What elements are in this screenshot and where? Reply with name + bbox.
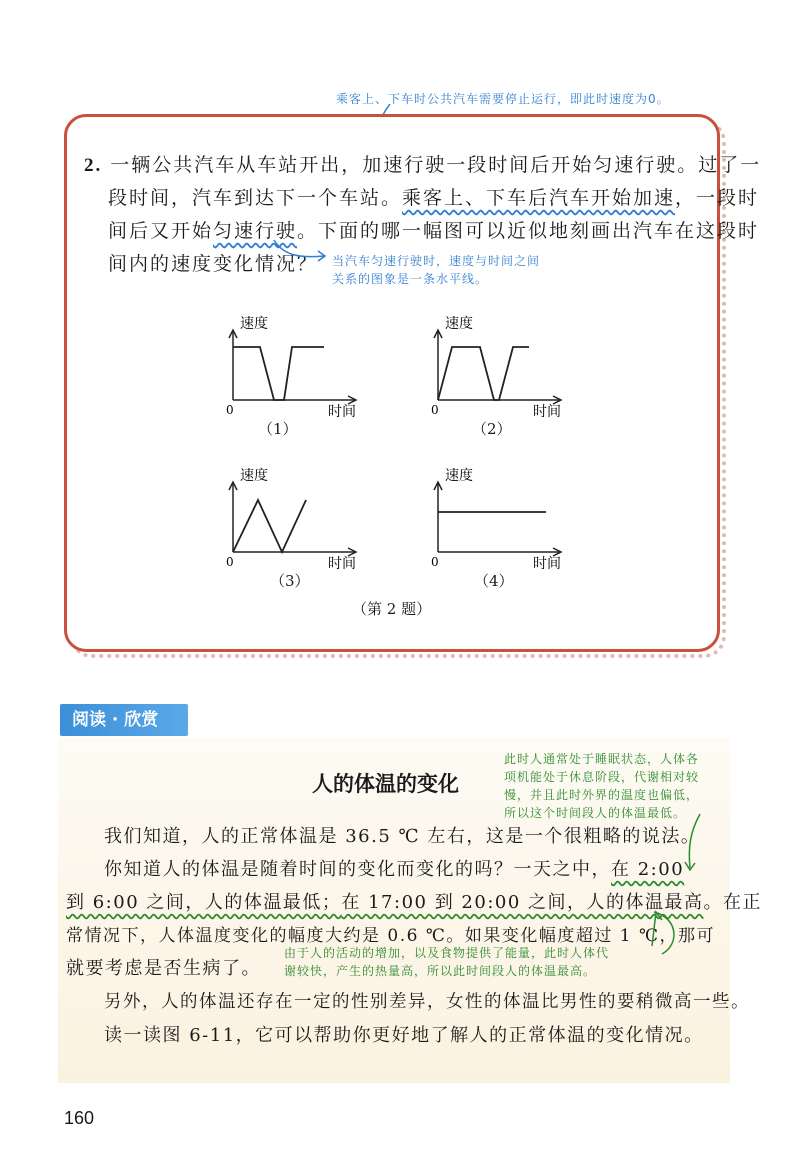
graph-1-label: （1） [258,420,298,438]
annotation-sleep-2: 项机能处于休息阶段，代谢相对较 [504,770,700,784]
graph-3-xlabel: 时间 [328,556,356,572]
annotation-uniform-2: 关系的图象是一条水平线。 [332,272,489,286]
graph-1 [220,310,370,430]
annotation-bus-stop: 乘客上、下车时公共汽车需要停止运行，即此时速度为0。 [336,92,670,106]
graph-4-label: （4） [474,572,514,590]
problem-number: 2. [84,155,103,176]
annotation-arrow-uniform [270,238,330,268]
problem-text-2a: 段时间，汽车到达下一个车站。 [108,187,403,209]
graph-1-xlabel: 时间 [328,404,356,420]
graph-2-ylabel: 速度 [445,316,473,332]
problem-line-3 [108,216,759,243]
reading-p1: 我们知道，人的正常体温是 36.5 ℃ 左右，这是一个很粗略的说法。 [104,826,701,847]
graph-3-origin: 0 [226,555,234,569]
reading-p7: 读一读图 6-11，它可以帮助你更好地了解人的正常体温的变化情况。 [104,1025,704,1046]
graph-4 [425,462,575,582]
reading-p5: 就要考虑是否生病了。 [66,958,261,979]
reading-p3a: 到 6:00 之间，人的体温最低； [66,892,342,913]
graph-2-xlabel: 时间 [533,404,561,420]
annotation-arrow-activity [648,908,688,958]
annotation-activity-2: 谢较快，产生的热量高，所以此时间段人的体温最高。 [284,964,597,978]
annotation-activity-1: 由于人的活动的增加，以及食物提供了能量，此时人体代 [284,946,610,960]
reading-p3c: 。在正 [703,892,763,913]
reading-p6: 另外，人的体温还存在一定的性别差异，女性的体温比男性的要稍微高一些。 [104,992,750,1012]
problem-text-3c: 。下面的哪一幅图可以近似地刻画出汽车在这段时 [297,220,760,242]
problem-caption: （第 2 题） [352,600,432,618]
graph-3-label: （3） [270,572,310,590]
reading-title: 人的体温的变化 [312,772,459,796]
graph-4-xlabel: 时间 [533,556,561,572]
problem-line-2 [108,183,759,210]
graph-4-ylabel: 速度 [445,468,473,484]
annotation-sleep-3: 慢，并且此时外界的温度也偏低， [504,788,700,802]
problem-text-3b: 匀速行驶 [213,220,298,242]
reading-p2 [104,855,684,881]
reading-p2b: 在 2:00 [611,859,685,880]
graph-2 [425,310,575,430]
graph-4-origin: 0 [431,555,439,569]
graph-2-origin: 0 [431,403,439,417]
reading-p2a: 你知道人的体温是随着时间的变化而变化的吗？一天之中， [104,859,611,880]
graph-2-label: （2） [472,420,512,438]
page-number: 160 [64,1108,95,1128]
problem-text-2b: 乘客上、下车后汽车开始加速 [402,187,676,209]
graph-1-origin: 0 [226,403,234,417]
reading-p4: 常情况下，人体温度变化的幅度大约是 0.6 ℃。如果变化幅度超过 1 ℃，那可 [66,926,715,946]
graph-1-curve [233,347,324,400]
problem-line-1 [84,150,761,177]
problem-line-4: 间内的速度变化情况？ [108,253,319,275]
problem-text-2c: ，一段时 [675,187,760,209]
problem-text-1: 一辆公共汽车从车站开出，加速行驶一段时间后开始匀速行驶。过了一 [110,154,762,176]
graph-3-ylabel: 速度 [240,468,268,484]
reading-banner: 阅读 · 欣赏 [60,704,188,736]
annotation-sleep-4: 所以这个时间段人的体温最低。 [504,806,687,820]
graph-1-ylabel: 速度 [240,316,268,332]
annotation-uniform-1: 当汽车匀速行驶时，速度与时间之间 [332,254,541,268]
problem-text-3a: 间后又开始 [108,220,214,242]
graph-3-curve [233,500,306,552]
graph-2-curve [438,347,529,400]
graph-3 [220,462,370,582]
annotation-sleep-1: 此时人通常处于睡眠状态，人体各 [504,752,700,766]
reading-p3b: 在 17:00 到 20:00 之间，人的体温最高 [341,892,704,913]
